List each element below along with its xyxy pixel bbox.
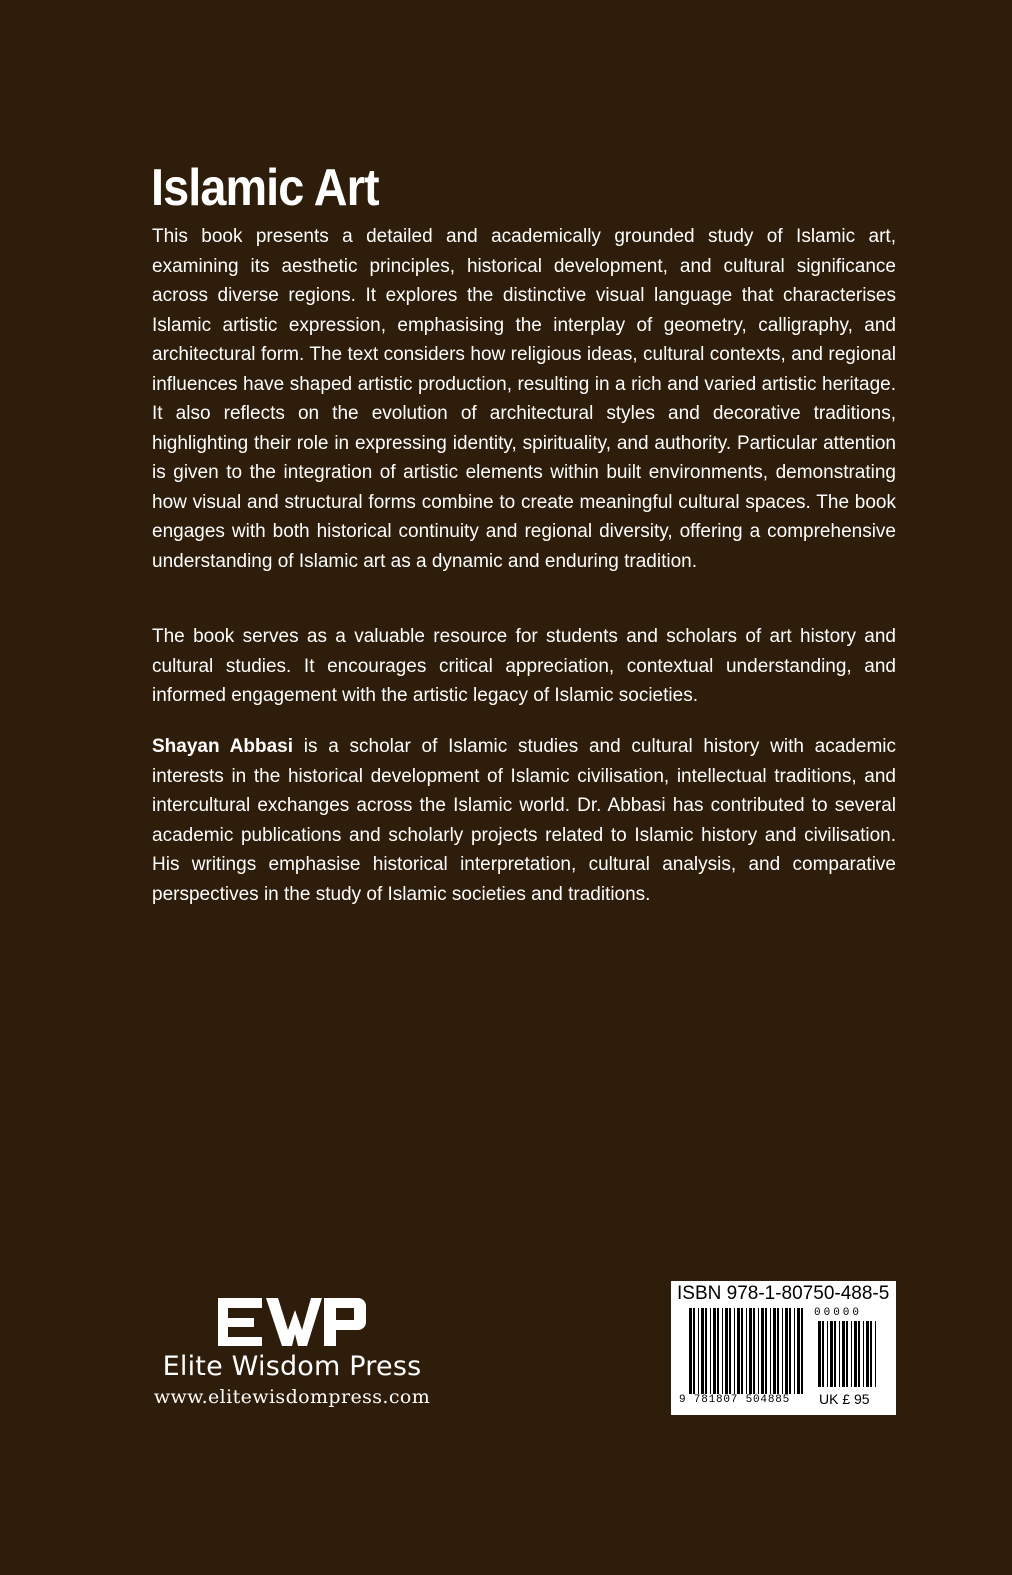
publisher-url: www.elitewisdompress.com <box>153 1386 431 1408</box>
book-title: Islamic Art <box>151 159 379 217</box>
isbn-barcode <box>671 1281 896 1415</box>
isbn-number: ISBN 978-1-80750-488-5 <box>677 1283 890 1304</box>
barcode-digits: 9 781807 504885 <box>679 1394 791 1406</box>
description-paragraph-1: This book presents a detailed and academically grounded study of Islamic art, examining its aesthetic principles, historical development, and cultural significance across diverse regions. It explores the distinctive visual language that characterises Islamic artistic expression, emphasising the interplay of geometry, calligraphy, and architectural form. The text considers how religious ideas, cultural contexts, and regional influences have shaped artistic production, resulting in a rich and varied artistic heritage. It also reflects on the evolution of architectural styles and decorative traditions, highlighting their role in expressing identity, spirituality, and authority. Particular attention is given to the integration of artistic elements within built environments, demonstrating how visual and structural forms combine to create meaningful cultural spaces. The book engages with both historical continuity and regional diversity, offering a comprehensive understanding of Islamic art as a dynamic and enduring tradition. <box>152 226 896 572</box>
author-bio-text: is a scholar of Islamic studies and cultural history with academic interests in the historical development of Islamic civilisation, intellectual traditions, and intercultural exchanges across the Islamic world. Dr. Abbasi has contributed to several academic publications and scholarly projects related to Islamic history and civilisation. His writings emphasise historical interpretation, cultural analysis, and comparative perspectives in the study of Islamic societies and traditions. <box>152 736 896 905</box>
publisher-logo-block <box>150 1296 434 1410</box>
description-paragraph-2: The book serves as a valuable resource for students and scholars of art history and cultural studies. It encourages critical appreciation, contextual understanding, and informed engagement with the artistic legacy of Islamic societies. <box>152 626 896 706</box>
author-name: Shayan Abbasi <box>152 736 293 757</box>
barcode-addon-digits: 00000 <box>814 1307 863 1319</box>
ewp-logo-icon <box>218 1296 366 1348</box>
price-label: UK £ 95 <box>819 1391 870 1407</box>
publisher-name: Elite Wisdom Press <box>162 1351 422 1382</box>
author-bio <box>152 732 896 909</box>
